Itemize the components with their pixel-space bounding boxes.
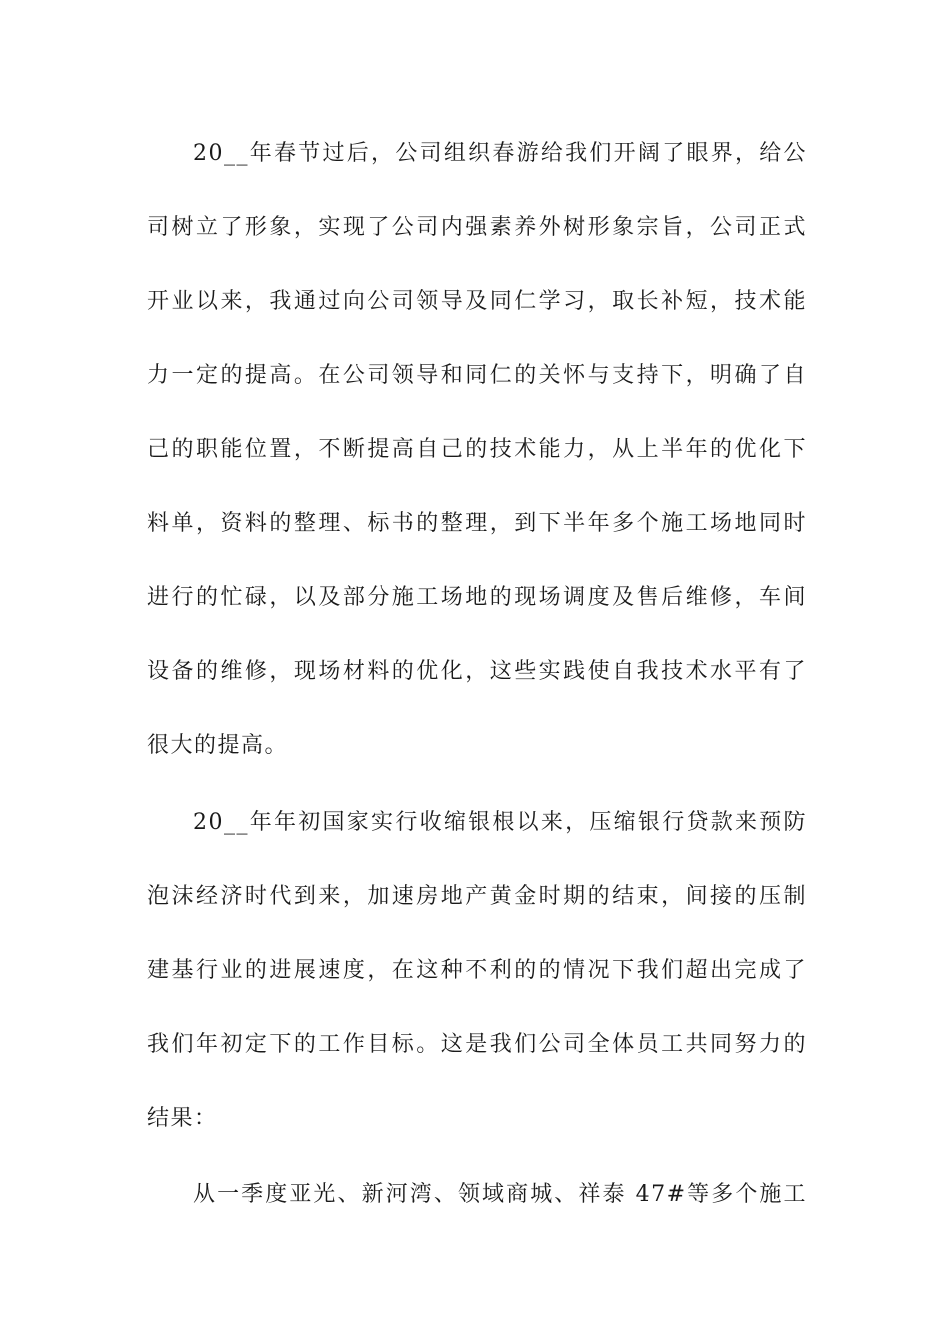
paragraph-1-line-3: 开业以来，我通过向公司领导及同仁学习，取长补短，技术能 — [147, 289, 807, 314]
paragraph-1-line-6: 料单，资料的整理、标书的整理，到下半年多个施工场地同时 — [147, 511, 807, 536]
paragraph-1-line-4: 力一定的提高。在公司领导和同仁的关怀与支持下，明确了自 — [147, 363, 807, 388]
paragraph-1-line-9: 很大的提高。 — [147, 733, 289, 758]
paragraph-1-line-1: 20__年春节过后，公司组织春游给我们开阔了眼界，给公 — [193, 141, 807, 166]
paragraph-2-line-1: 20__年年初国家实行收缩银根以来，压缩银行贷款来预防 — [193, 810, 807, 835]
paragraph-2-line-4: 我们年初定下的工作目标。这是我们公司全体员工共同努力的 — [147, 1032, 807, 1057]
paragraph-1-line-5: 己的职能位置，不断提高自己的技术能力，从上半年的优化下 — [147, 437, 807, 462]
paragraph-1-line-8: 设备的维修，现场材料的优化，这些实践使自我技术水平有了 — [147, 659, 807, 684]
paragraph-2-line-5: 结果： — [147, 1106, 218, 1131]
paragraph-1-line-2: 司树立了形象，实现了公司内强素养外树形象宗旨，公司正式 — [147, 215, 807, 240]
paragraph-2-line-3: 建基行业的进展速度，在这种不利的的情况下我们超出完成了 — [147, 958, 807, 983]
paragraph-3-line-1: 从一季度亚光、新河湾、领域商城、祥泰 47#等多个施工 — [193, 1182, 807, 1207]
paragraph-1-line-7: 进行的忙碌，以及部分施工场地的现场调度及售后维修，车间 — [147, 585, 807, 610]
paragraph-2-line-2: 泡沫经济时代到来，加速房地产黄金时期的结束，间接的压制 — [147, 884, 807, 909]
